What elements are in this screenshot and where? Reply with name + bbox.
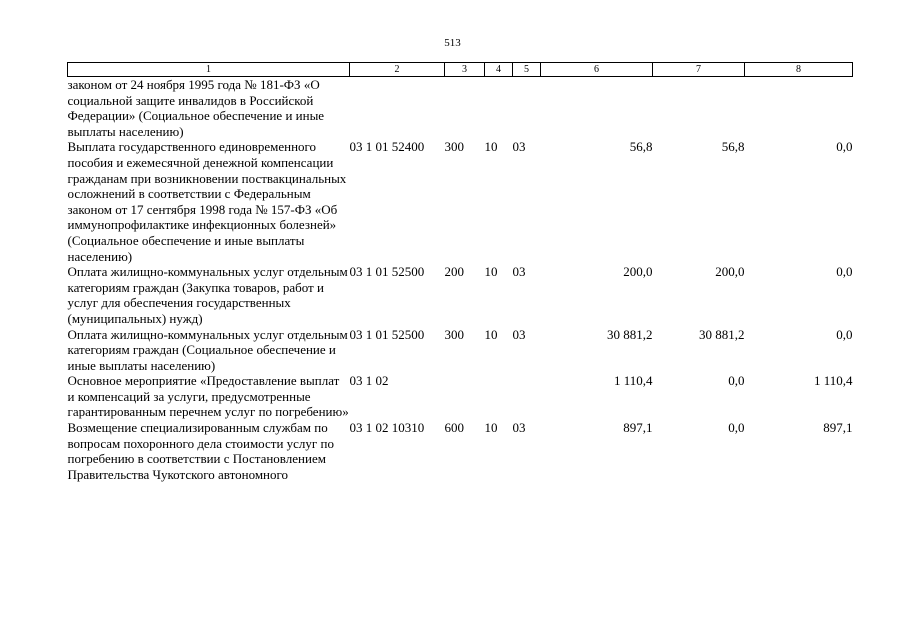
row-target-code	[350, 77, 445, 140]
row-subsection	[513, 373, 541, 420]
row-name: законом от 24 ноября 1995 года № 181-ФЗ «О социальной защите инвалидов в Российской Федерации» (Социальное обеспечение и иные выплаты населению)	[67, 77, 325, 139]
row-amount-8: 0,0	[836, 326, 853, 342]
row-subsection	[513, 77, 541, 140]
row-expense-type: 600	[444, 420, 464, 436]
table-row	[68, 420, 853, 482]
row-name: Выплата государственного единовременного пособия и ежемесячной денежной компенсации гражданам при возникновении поствакцинальных осложнений в соответствии с Федеральным законом от 17 сентября 1998 года № 157-ФЗ «Об иммунопрофилактике инфекционных болезней» (Социальное обеспечение и иные выплаты населению)	[67, 139, 347, 264]
header-cell: 7	[653, 63, 745, 77]
row-expense-type	[445, 373, 485, 420]
row-section: 10	[484, 264, 498, 280]
row-section: 10	[484, 326, 498, 342]
row-expense-type	[445, 77, 485, 140]
row-amount-6: 1 110,4	[613, 373, 653, 389]
row-amount-7: 30 881,2	[699, 326, 745, 342]
row-subsection: 03	[512, 326, 526, 342]
row-target-code: 03 1 01 52500	[349, 264, 425, 280]
header-cell: 2	[350, 63, 445, 77]
row-subsection: 03	[512, 420, 526, 436]
row-amount-6	[541, 77, 653, 140]
table-row	[68, 139, 853, 264]
row-subsection: 03	[512, 264, 526, 280]
row-section: 10	[484, 139, 498, 155]
row-amount-7: 0,0	[728, 420, 745, 436]
header-cell: 4	[485, 63, 513, 77]
table-row	[68, 373, 853, 420]
row-target-code: 03 1 02	[349, 373, 389, 389]
row-section	[485, 77, 513, 140]
header-cell: 5	[513, 63, 541, 77]
row-amount-8	[745, 77, 853, 140]
budget-table	[67, 62, 853, 482]
row-amount-6: 200,0	[623, 264, 653, 280]
page-number: 513	[444, 37, 461, 49]
row-amount-7: 0,0	[728, 373, 745, 389]
table-row	[68, 77, 853, 140]
header-cell: 3	[445, 63, 485, 77]
row-expense-type: 300	[444, 139, 464, 155]
table-row	[68, 327, 853, 374]
row-amount-6: 897,1	[623, 420, 653, 436]
row-expense-type: 300	[444, 326, 464, 342]
header-cell: 8	[745, 63, 853, 77]
row-amount-8: 1 110,4	[813, 373, 853, 389]
row-amount-8: 0,0	[836, 264, 853, 280]
row-amount-7: 200,0	[715, 264, 745, 280]
row-name: Возмещение специализированным службам по вопросам похоронного дела стоимости услуг по погребению в соответствии с Постановлением Правительства Чукотского автономного	[67, 420, 334, 482]
header-row	[68, 63, 853, 77]
table-row	[68, 264, 853, 326]
row-amount-8: 0,0	[836, 139, 853, 155]
header-cell: 1	[68, 63, 350, 77]
row-amount-6: 30 881,2	[607, 326, 653, 342]
row-target-code: 03 1 01 52400	[349, 139, 425, 155]
row-section: 10	[484, 420, 498, 436]
row-section	[485, 373, 513, 420]
row-name: Оплата жилищно-коммунальных услуг отдельным категориям граждан (Закупка товаров, работ и услуг для обеспечения государственных (муниципальных) нужд)	[67, 264, 348, 326]
row-subsection: 03	[512, 139, 526, 155]
row-amount-7: 56,8	[721, 139, 745, 155]
row-amount-7	[653, 77, 745, 140]
row-name: Оплата жилищно-коммунальных услуг отдельным категориям граждан (Социальное обеспечение и иные выплаты населению)	[67, 326, 348, 373]
row-target-code: 03 1 02 10310	[349, 420, 425, 436]
header-cell: 6	[541, 63, 653, 77]
row-name: Основное мероприятие «Предоставление выплат и компенсаций за услуги, предусмотренные гарантированным перечнем услуг по погребению»	[67, 373, 349, 420]
row-target-code: 03 1 01 52500	[349, 326, 425, 342]
row-amount-8: 897,1	[823, 420, 853, 436]
row-expense-type: 200	[444, 264, 464, 280]
row-amount-6: 56,8	[629, 139, 653, 155]
